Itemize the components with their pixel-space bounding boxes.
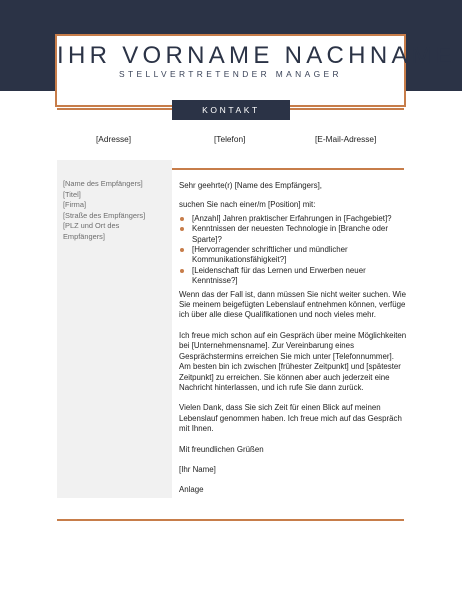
closing: Mit freundlichen Grüßen [179,444,264,454]
paragraph-3: Vielen Dank, dass Sie sich Zeit für einen Blick auf meinen Lebenslauf genommen haben. Ich freue mich auf das Gespräch mit Ihnen. [179,403,402,434]
recipient-title: [Titel] [63,189,81,199]
bullet-icon [180,269,184,273]
signature-name: [Ihr Name] [179,464,216,474]
recipient-street: [Straße des Empfängers] [63,210,146,220]
list-item: [Leidenschaft für das Lernen und Erwerben neuer Kenntnisse?] [179,266,407,287]
recipient-name: [Name des Empfängers] [63,179,143,188]
list-item: Kenntnissen der neuesten Technologie in [Branche oder Sparte]? [179,224,407,245]
contact-email: [E-Mail-Adresse] [315,134,377,144]
name-box [55,34,457,107]
recipient-city-line2: Empfängers] [63,231,105,241]
contact-phone: [Telefon] [214,134,246,144]
bullet-icon [180,227,184,231]
contact-divider-right [290,108,404,110]
recipient-block [63,179,171,243]
contact-divider-left [57,108,172,110]
recipient-company: [Firma] [63,200,86,210]
bullet-icon [180,248,184,252]
qualification-list [179,214,407,287]
salutation: Sehr geehrte(r) [Name des Empfängers], [179,181,322,190]
applicant-name: IHR VORNAME NACHNAME [57,42,457,69]
bullet-icon [180,217,184,221]
list-item: [Anzahl] Jahren praktischer Erfahrungen in [Fachgebiet]? [179,214,407,224]
recipient-sidebar [57,160,172,498]
paragraph-2: Ich freue mich schon auf ein Gespräch über meine Möglichkeiten bei [Unternehmensname]. Zur Vereinbarung eines Gesprächstermins erreichen Sie mich unter [Telefonnummer]. Am besten bin ich zwischen [frühester Zeitpunkt] und [spätester Zeitpunkt] zu erreichen. Sie können aber auch jederzeit eine Nachricht hinterlassen, und ich rufe Sie dann zurück. [179,330,407,392]
contact-heading: KONTAKT [172,100,290,120]
enclosure: Anlage [179,485,204,495]
section-divider [172,168,404,170]
footer-divider [57,519,404,521]
recipient-city-line1: [PLZ und Ort des [63,221,120,231]
job-title: STELLVERTRETENDER MANAGER [119,69,342,79]
contact-address: [Adresse] [96,134,132,144]
paragraph-1: Wenn das der Fall ist, dann müssen Sie nicht weiter suchen. Wie Sie meinem beigefügten Lebenslauf entnehmen können, verfüge ich über alle diese Qualifikationen und noch vieles mehr. [179,289,407,320]
intro-line: suchen Sie nach einer/m [Position] mit: [179,200,316,210]
letter-body [179,181,407,496]
list-item: [Hervorragender schriftlicher und mündlicher Kommunikationsfähigkeit?] [179,245,407,266]
